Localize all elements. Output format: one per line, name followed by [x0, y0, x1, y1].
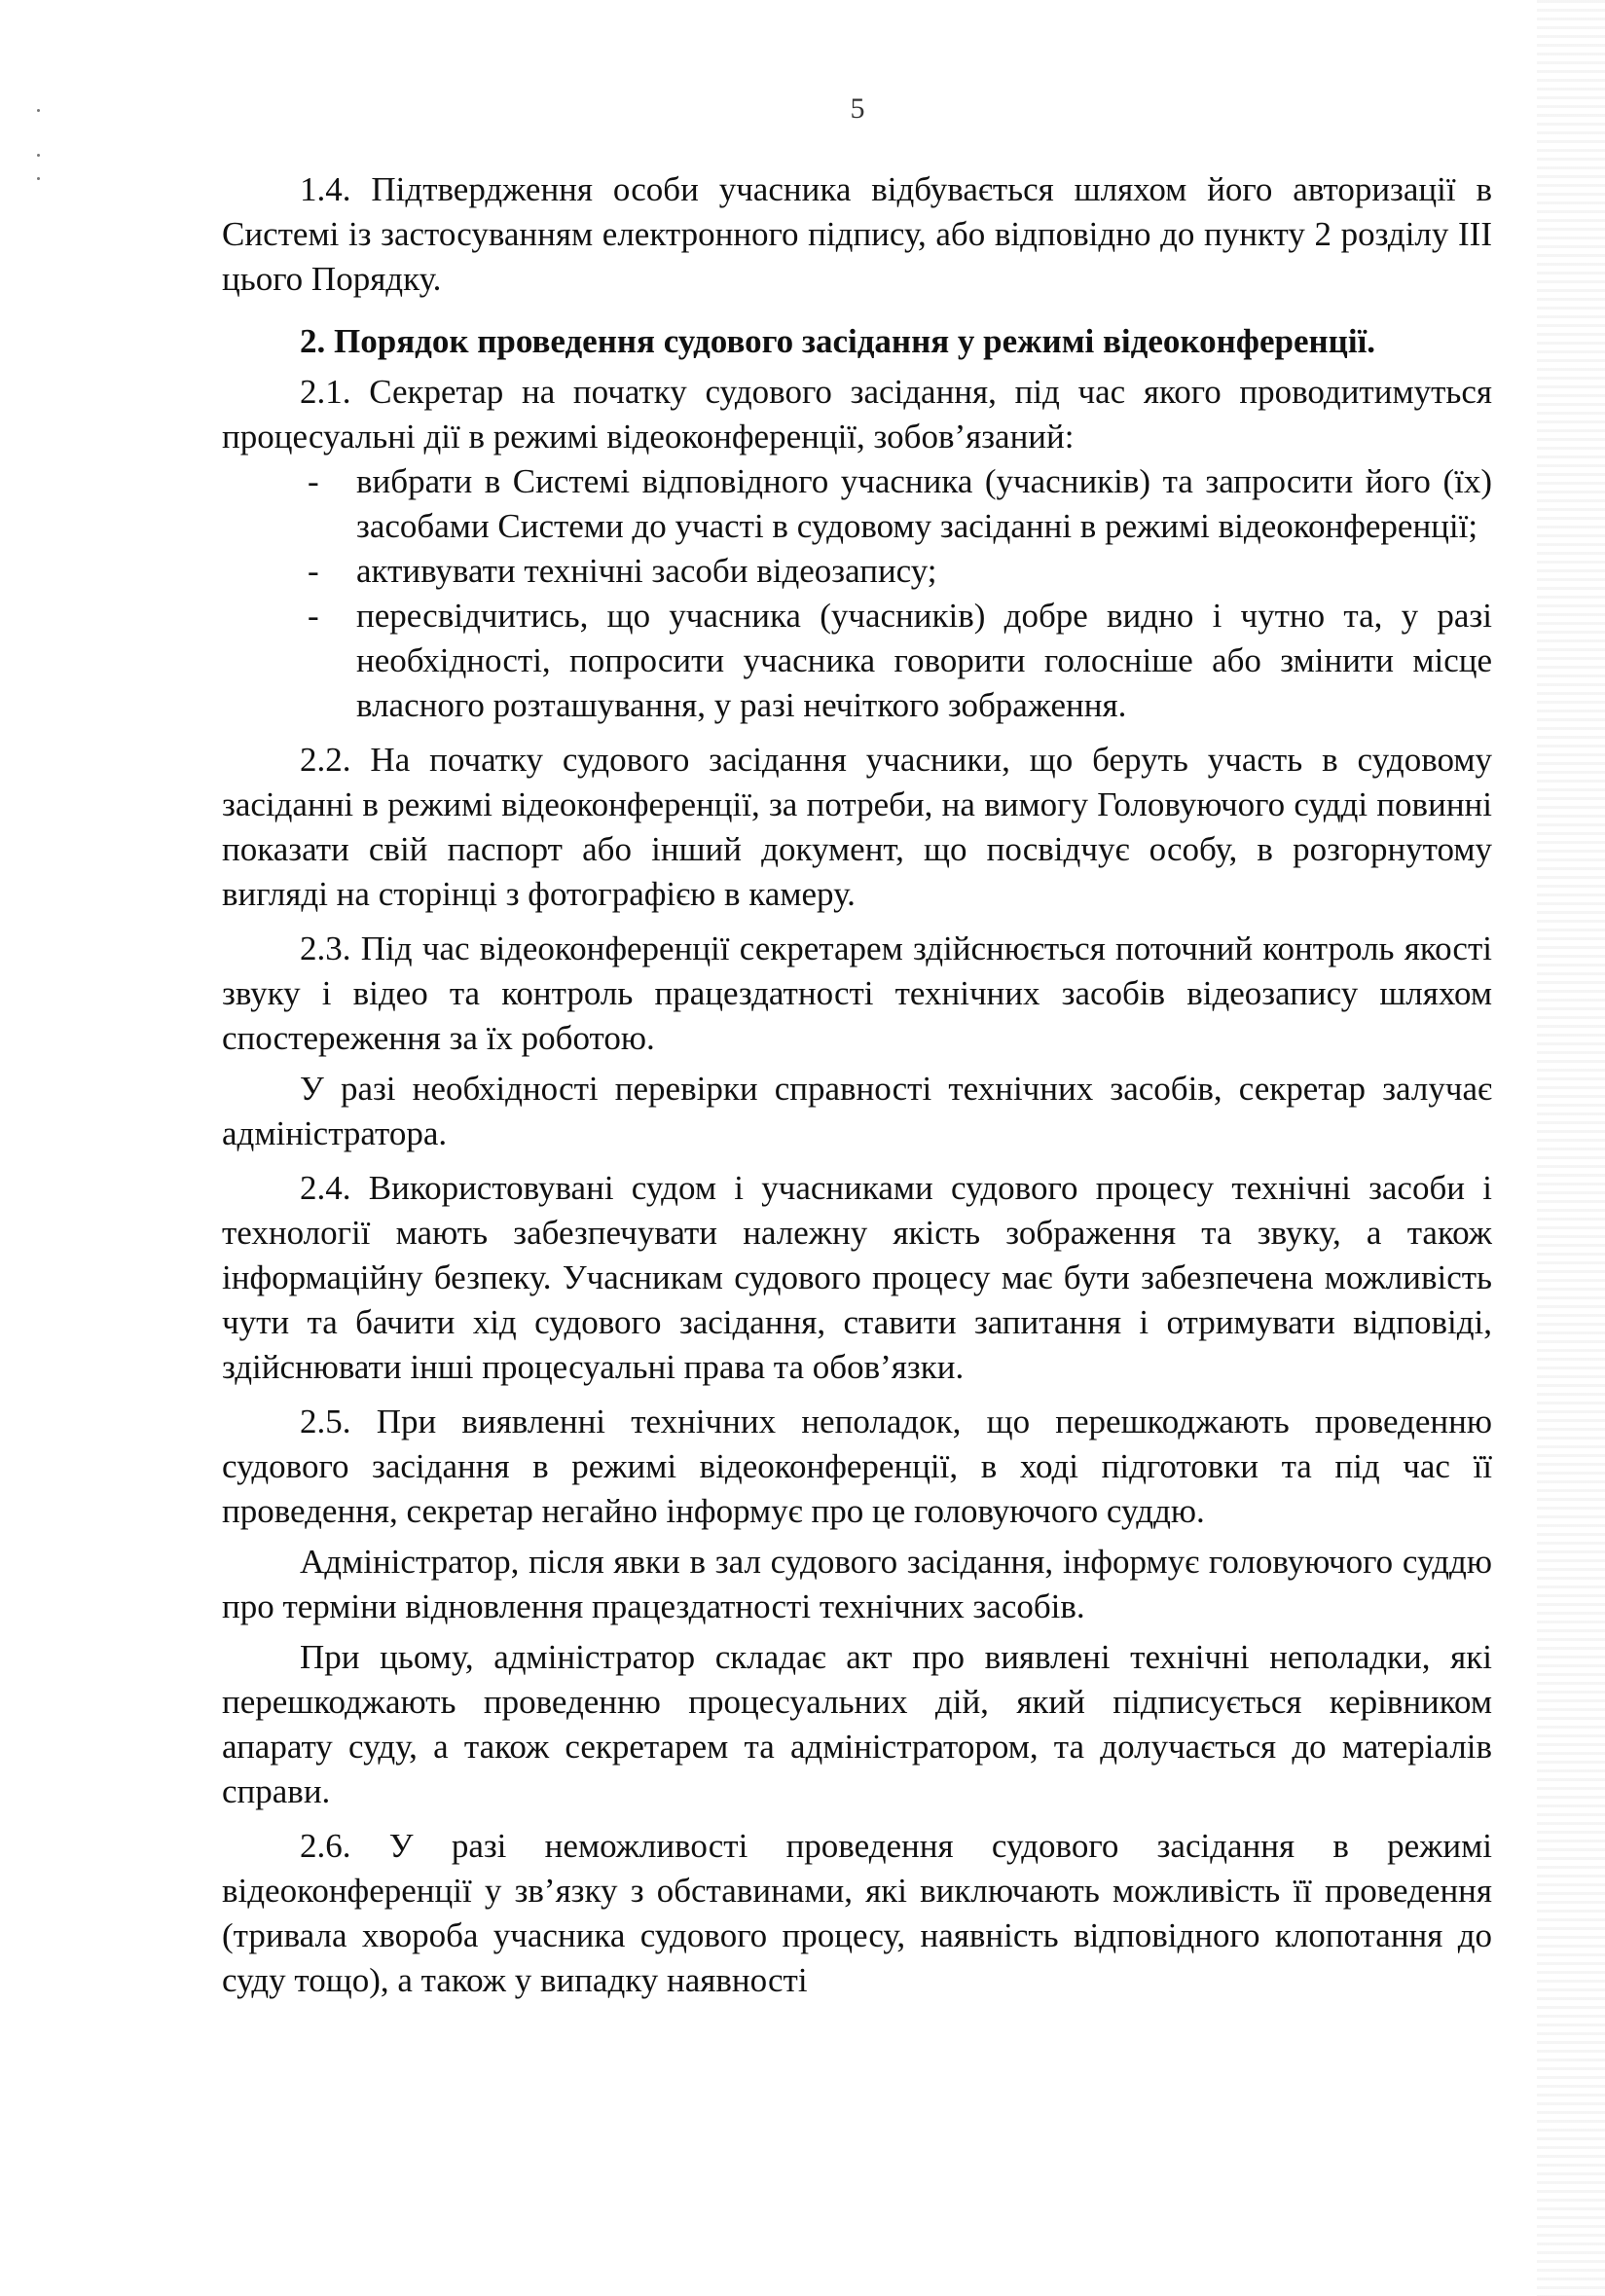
scan-edge-artifact — [1537, 0, 1605, 2296]
list-item-text: вибрати в Системі відповідного учасника (учасників) та запросити його (їх) засобами Системи до участі в судовому засіданні в режимі відеоконференції; — [356, 462, 1492, 545]
list-item — [222, 459, 1492, 549]
duties-list — [222, 459, 1492, 728]
paragraph-2-2: 2.2. На початку судового засідання учасники, що беруть участь в судовому засіданні в режимі відеоконференції, за потреби, на вимогу Головуючого судді повинні показати свій паспорт або інший документ, що посвідчує особу, в розгорнутому вигляді на сторінці з фотографією в камеру. — [222, 741, 1492, 913]
list-dash: - — [308, 552, 319, 590]
scan-speck — [37, 154, 40, 157]
document-body — [222, 167, 1492, 2003]
paragraph-2-5-administrator: Адміністратор, після явки в зал судового засідання, інформує головуючого суддю про терміни відновлення працездатності технічних засобів. — [222, 1543, 1492, 1625]
paragraph-2-5: 2.5. При виявленні технічних неполадок, що перешкоджають проведенню судового засідання в режимі відеоконференції, в ході підготовки та під час її проведення, секретар негайно інформує про це головуючого суддю. — [222, 1403, 1492, 1530]
paragraph-2-3: 2.3. Під час відеоконференції секретарем здійснюється поточний контроль якості звуку і відео та контроль працездатності технічних засобів відеозапису шляхом спостереження за їх роботою. — [222, 929, 1492, 1057]
page-number: 5 — [850, 92, 865, 125]
scan-speck — [37, 177, 40, 180]
paragraph-2-5-act: При цьому, адміністратор складає акт про виявлені технічні неполадки, які перешкоджають проведенню процесуальних дій, який підписується керівником апарату суду, а також секретарем та адміністратором, та долучається до матеріалів справи. — [222, 1638, 1492, 1810]
paragraph-2-3-continued: У разі необхідності перевірки справності технічних засобів, секретар залучає адміністратора. — [222, 1070, 1492, 1152]
paragraph-2-4: 2.4. Використовувані судом і учасниками судового процесу технічні засоби і технології мають забезпечувати належну якість зображення та звуку, а також інформаційну безпеку. Учасникам судового процесу має бути забезпечена можливість чути та бачити хід судового засідання, ставити запитання і отримувати відповіді, здійснювати інші процесуальні права та обов’язки. — [222, 1169, 1492, 1386]
paragraph-2-6: 2.6. У разі неможливості проведення судового засідання в режимі відеоконференції у зв’язку з обставинами, які виключають можливість її проведення (тривала хвороба учасника судового процесу, наявність відповідного клопотання до суду тощо), а також у випадку наявності — [222, 1827, 1492, 1999]
section-2-heading: 2. Порядок проведення судового засідання у режимі відеоконференції. — [300, 322, 1376, 360]
list-item-text: активувати технічні засоби відеозапису; — [356, 552, 937, 590]
list-item — [222, 594, 1492, 728]
list-dash: - — [308, 597, 319, 635]
list-dash: - — [308, 462, 319, 500]
paragraph-1-4: 1.4. Підтвердження особи учасника відбувається шляхом його авторизації в Системі із застосуванням електронного підпису, або відповідно до пункту 2 розділу III цього Порядку. — [222, 170, 1492, 298]
list-item-text: пересвідчитись, що учасника (учасників) добре видно і чутно та, у разі необхідності, попросити учасника говорити голосніше або змінити місце власного розташування, у разі нечіткого зображення. — [356, 597, 1492, 724]
paragraph-2-1: 2.1. Секретар на початку судового засідання, під час якого проводитимуться процесуальні дії в режимі відеоконференції, зобов’язаний: — [222, 373, 1492, 456]
list-item — [222, 549, 1492, 594]
